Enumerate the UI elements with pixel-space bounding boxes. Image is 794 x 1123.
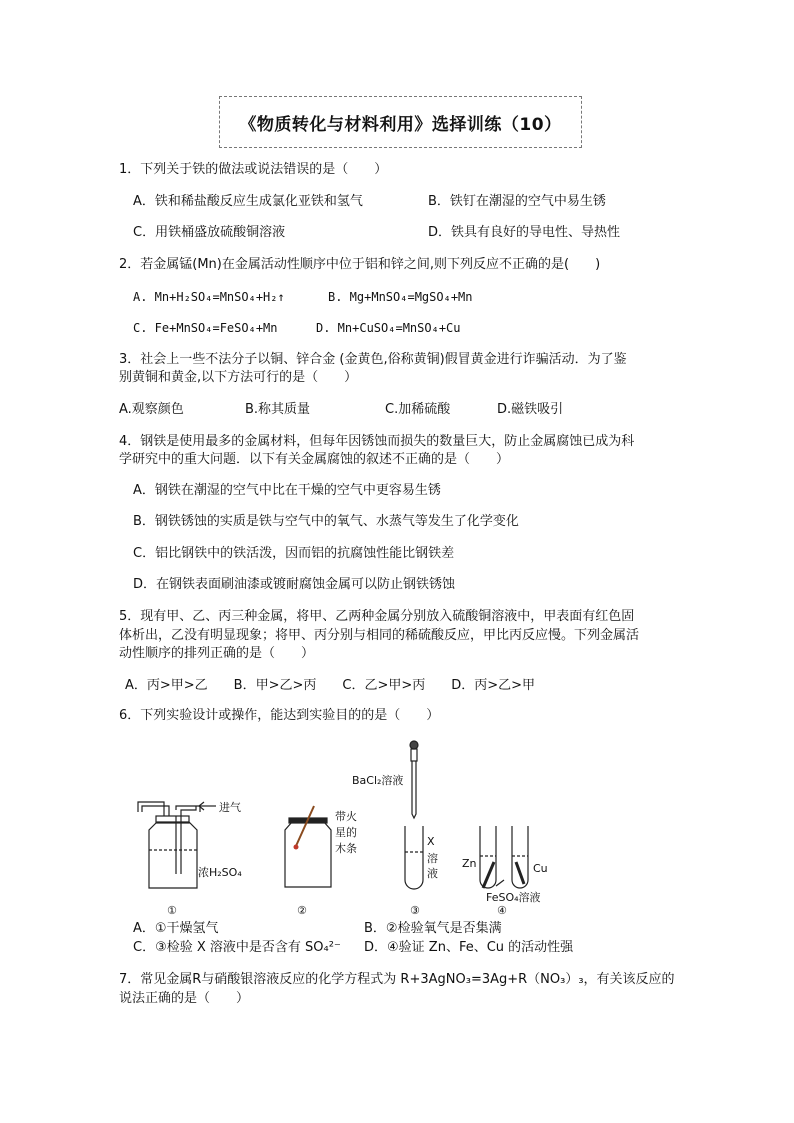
acid-label: 浓H₂SO₄	[198, 866, 242, 879]
q6-option-a: A．①干燥氢气	[133, 921, 219, 936]
q4-option-a: A．钢铁在潮湿的空气中比在干燥的空气中更容易生锈	[133, 483, 441, 498]
q1-option-b: B．铁钉在潮湿的空气中易生锈	[428, 194, 606, 209]
q2-option-d: D. Mn+CuSO₄=MnSO₄+Cu	[316, 321, 461, 335]
q5-options: A．丙>甲>乙 B．甲>乙>丙 C．乙>甲>丙 D．丙>乙>甲	[125, 678, 536, 693]
q7-stem-line1: 7．常见金属R与硝酸银溶液反应的化学方程式为 R+3AgNO₃=3Ag+R（NO₃）₃，有关该反应的	[119, 972, 675, 987]
feso4-label: FeSO₄溶液	[486, 891, 541, 904]
splint-label-3: 木条	[335, 842, 357, 855]
cu-label: Cu	[533, 862, 548, 875]
fig-number-1: ①	[167, 904, 177, 917]
q6-option-d: D．④验证 Zn、Fe、Cu 的活动性强	[364, 940, 574, 955]
bacl2-label: BaCl₂溶液	[352, 774, 404, 787]
fig-number-2: ②	[297, 904, 307, 917]
q3-stem-line2: 别黄铜和黄金,以下方法可行的是（ ）	[119, 370, 358, 385]
q2-option-b: B. Mg+MnSO₄=MgSO₄+Mn	[328, 290, 473, 304]
q6-option-b: B．②检验氧气是否集满	[364, 921, 502, 936]
dropper-and-test-tube	[405, 741, 423, 889]
zn-label: Zn	[462, 857, 477, 870]
q7-stem-line2: 说法正确的是（ ）	[119, 991, 250, 1006]
x-label-2: 溶	[427, 852, 438, 865]
splint-label-1: 带火	[335, 810, 357, 823]
q4-option-c: C．铝比钢铁中的铁活泼，因而铝的抗腐蚀性能比钢铁差	[133, 546, 455, 561]
page-title: 《物质转化与材料利用》选择训练（10）	[239, 114, 562, 135]
gas-collecting-bottle	[285, 806, 331, 887]
q4-stem-line2: 学研究中的重大问题．以下有关金属腐蚀的叙述不正确的是（ ）	[119, 452, 510, 467]
fig-number-3: ③	[410, 904, 420, 917]
q5-stem-line2: 体析出，乙没有明显现象；将甲、丙分别与相同的稀硫酸反应，甲比丙反应慢。下列金属活	[119, 628, 640, 643]
inlet-label: 进气	[219, 801, 241, 814]
fig-number-4: ④	[497, 904, 507, 917]
q3-option-d: D.磁铁吸引	[497, 402, 564, 417]
q1-option-c: C．用铁桶盛放硫酸铜溶液	[133, 225, 286, 240]
q3-stem-line1: 3．社会上一些不法分子以铜、锌合金 (金黄色,俗称黄铜)假冒黄金进行诈骗活动．为了鉴	[119, 352, 627, 367]
q2-option-a: A. Mn+H₂SO₄=MnSO₄+H₂↑	[133, 290, 285, 304]
q1-option-a: A．铁和稀盐酸反应生成氯化亚铁和氢气	[133, 194, 363, 209]
q4-option-d: D．在钢铁表面刷油漆或镀耐腐蚀金属可以防止钢铁锈蚀	[133, 577, 456, 592]
q2-option-c: C. Fe+MnSO₄=FeSO₄+Mn	[133, 321, 278, 335]
q1-option-d: D．铁具有良好的导电性、导热性	[428, 225, 621, 240]
q4-option-b: B．钢铁锈蚀的实质是铁与空气中的氧气、水蒸气等发生了化学变化	[133, 514, 519, 529]
gas-washing-bottle	[138, 802, 200, 888]
x-label-1: X	[427, 835, 435, 848]
q5-stem-line1: 5．现有甲、乙、丙三种金属，将甲、乙两种金属分别放入硫酸铜溶液中，甲表面有红色固	[119, 609, 635, 624]
q6-stem: 6．下列实验设计或操作，能达到实验目的的是（ ）	[119, 708, 440, 723]
q3-option-b: B.称其质量	[245, 402, 311, 417]
q1-stem: 1．下列关于铁的做法或说法错误的是（ ）	[119, 162, 388, 177]
q6-option-c: C．③检验 X 溶液中是否含有 SO₄²⁻	[133, 940, 341, 955]
splint-label-2: 星的	[335, 826, 357, 839]
q3-option-c: C.加稀硫酸	[385, 402, 451, 417]
x-label-3: 液	[427, 867, 438, 880]
two-test-tubes	[480, 826, 528, 888]
q3-option-a: A.观察颜色	[119, 402, 184, 417]
q2-stem: 2．若金属锰(Mn)在金属活动性顺序中位于铝和锌之间,则下列反应不正确的是( )	[119, 257, 601, 272]
q4-stem-line1: 4．钢铁是使用最多的金属材料，但每年因锈蚀而损失的数量巨大，防止金属腐蚀已成为科	[119, 434, 635, 449]
q5-stem-line3: 动性顺序的排列正确的是（ ）	[119, 646, 315, 661]
